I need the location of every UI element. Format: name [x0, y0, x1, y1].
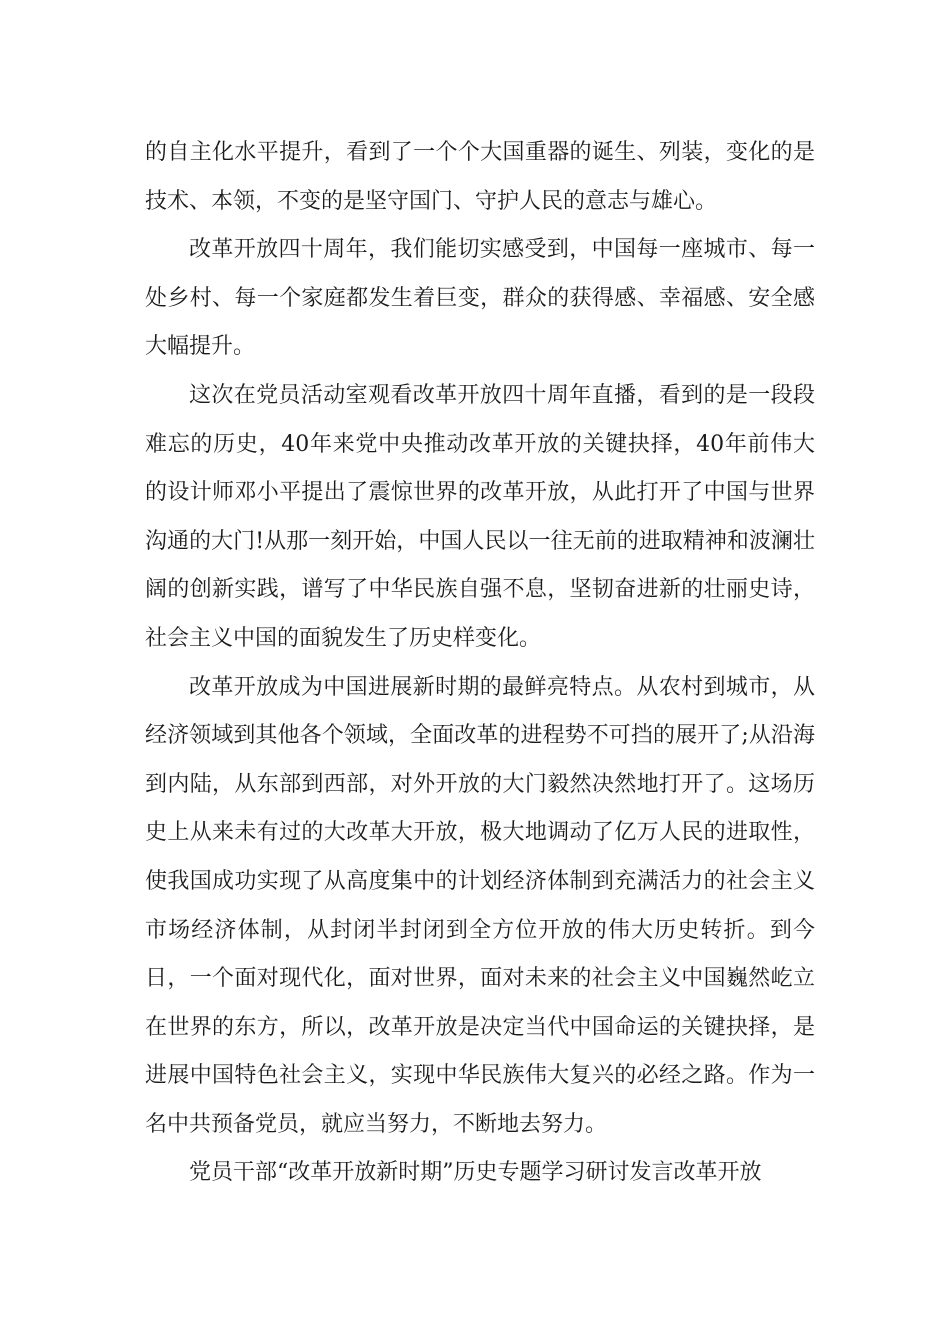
paragraph-study-title: 党员干部“改革开放新时期”历史专题学习研讨发言改革开放	[189, 1160, 762, 1186]
document-body	[145, 129, 815, 1198]
paragraph-party-activity-room: 这次在党员活动室观看改革开放四十周年直播，看到的是一段段难忘的历史，40年来党中央推动改革开放的关键抉择，40年前伟大的设计师邓小平提出了震惊世界的改革开放，从此打开了中国与世界沟通的大门!从那一刻开始，中国人民以一往无前的进取精神和波澜壮阔的创新实践，谱写了中华民族自强不息，坚韧奋进新的壮丽史诗，社会主义中国的面貌发生了历史样变化。	[145, 382, 815, 651]
paragraph-reform-40-years: 改革开放四十周年，我们能切实感受到，中国每一座城市、每一处乡村、每一个家庭都发生着巨变，群众的获得感、幸福感、安全感大幅提升。	[145, 237, 815, 360]
paragraph-continued: 的自主化水平提升，看到了一个个大国重器的诞生、列装，变化的是技术、本领，不变的是坚守国门、守护人民的意志与雄心。	[145, 140, 815, 214]
paragraph-new-era-features: 改革开放成为中国进展新时期的最鲜亮特点。从农村到城市，从经济领域到其他各个领域，全面改革的进程势不可挡的展开了;从沿海到内陆，从东部到西部，对外开放的大门毅然决然地打开了。这场历史上从来未有过的大改革大开放，极大地调动了亿万人民的进取性，使我国成功实现了从高度集中的计划经济体制到充满活力的社会主义市场经济体制，从封闭半封闭到全方位开放的伟大历史转折。到今日，一个面对现代化，面对世界，面对未来的社会主义中国巍然屹立在世界的东方，所以，改革开放是决定当代中国命运的关键抉择，是进展中国特色社会主义，实现中华民族伟大复兴的必经之路。作为一名中共预备党员，就应当努力，不断地去努力。	[145, 674, 815, 1137]
